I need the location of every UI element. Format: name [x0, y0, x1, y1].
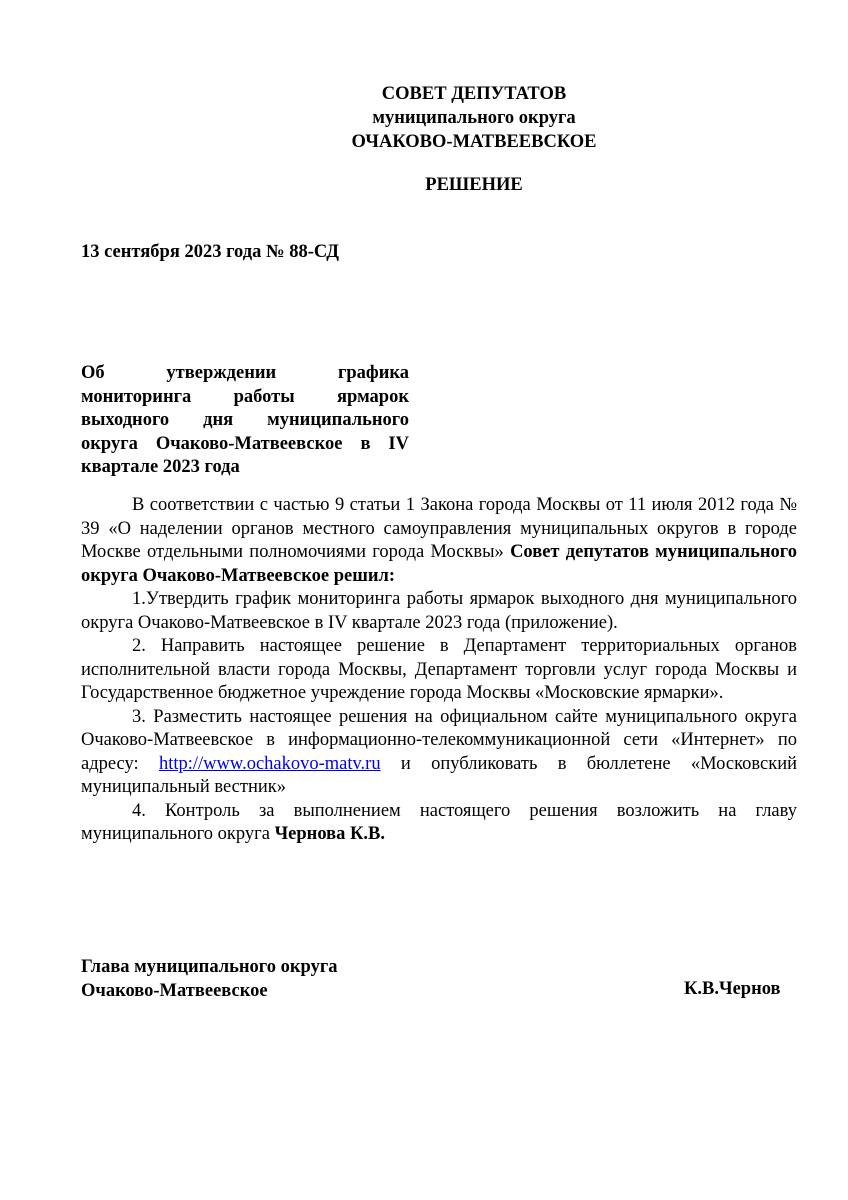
date-number: 13 сентября 2023 года № 88-СД: [81, 242, 340, 262]
header-district-name: ОЧАКОВО-МАТВЕЕВСКОЕ: [351, 132, 597, 152]
preamble-text: В соответствии с частью 9 статьи 1 Закона города Москвы от 11 июля 2012 года № 39 «О наделении органов местного самоуправления муниципальных округов в городе Москве отдельными полномочиями города Москвы»: [81, 495, 797, 562]
preamble-bold: Совет депутатов муниципального округа Очаково-Матвеевское решил:: [81, 542, 797, 586]
item-1: 1.Утвердить график мониторинга работы ярмарок выходного дня муниципального округа Очаково-Матвеевское в IV квартале 2023 года (приложение).: [81, 589, 797, 633]
decision-subject: Об утверждении графика мониторинга работы ярмарок выходного дня муниципального округа Очаково-Матвеевское в IV квартале 2023 года: [81, 363, 409, 477]
item-3-text-after: и опубликовать в бюллетене «Московский муниципальный вестник»: [81, 753, 798, 797]
decision-title-text: РЕШЕНИЕ: [425, 175, 523, 195]
signature-name: К.В.Чернов: [684, 979, 781, 999]
decision-body: [81, 494, 797, 847]
signature-position-line2: Очаково-Матвеевское: [81, 980, 268, 1001]
item-2: 2. Направить настоящее решение в Департамент территориальных органов исполнительной власти города Москвы, Департамент торговли услуг города Москвы и Государственное бюджетное учреждение города Москвы «Московские ярмарки».: [81, 636, 797, 703]
header-municipal-district: муниципального округа: [372, 108, 576, 128]
website-link[interactable]: http://www.ochakovo-matv.ru: [158, 753, 381, 774]
item-4: [81, 800, 797, 847]
item-4-text: 4. Контроль за выполнением настоящего решения возложить на главу муниципального округа: [81, 800, 797, 844]
document-header: [0, 82, 848, 154]
item-3: [81, 706, 797, 800]
preamble: [81, 494, 797, 588]
item-4-bold: Чернова К.В.: [274, 824, 385, 844]
item-3-text: 3. Разместить настоящее решения на официальном сайте муниципального округа Очаково-Матвеевское в информационно-телекоммуникационной сети «Интернет» по адресу:: [81, 706, 797, 774]
signature-position-line1: Глава муниципального округа: [81, 957, 338, 977]
header-council: СОВЕТ ДЕПУТАТОВ: [381, 84, 567, 104]
decision-title: [0, 175, 848, 196]
